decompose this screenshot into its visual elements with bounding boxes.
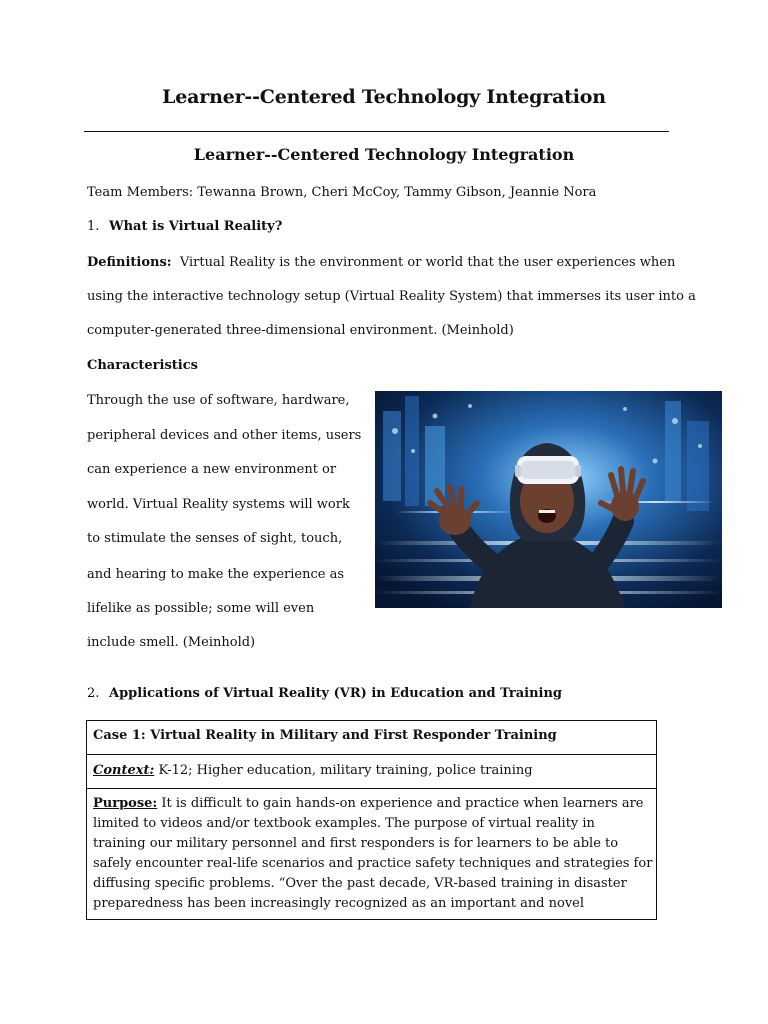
section2-heading bbox=[87, 685, 562, 702]
purpose-line: training our military personnel and first responders is for learners to be able to bbox=[93, 836, 619, 851]
purpose-line: preparedness has been increasingly recognized as an important and novel bbox=[93, 896, 585, 911]
section1-heading-text: What is Virtual Reality? bbox=[109, 219, 283, 234]
section2-heading-text: Applications of Virtual Reality (VR) in Education and Training bbox=[109, 686, 563, 701]
definitions-line-2: using the interactive technology setup (Virtual Reality System) that immerses its user into a bbox=[87, 289, 696, 304]
case-title: Case 1: Virtual Reality in Military and First Responder Training bbox=[93, 728, 557, 743]
characteristics-line: can experience a new environment or bbox=[87, 462, 337, 477]
case-title-row bbox=[87, 721, 656, 755]
purpose-line: limited to videos and/or textbook examples. The purpose of virtual reality in bbox=[93, 816, 595, 831]
document-title: Learner--Centered Technology Integration bbox=[162, 86, 606, 108]
characteristics-line: to stimulate the senses of sight, touch, bbox=[87, 531, 343, 546]
definitions-label: Definitions: bbox=[87, 255, 172, 270]
characteristics-line: world. Virtual Reality systems will work bbox=[87, 497, 350, 512]
characteristics-line: lifelike as possible; some will even bbox=[87, 601, 315, 616]
document-subtitle: Learner--Centered Technology Integration bbox=[193, 145, 575, 164]
title-divider bbox=[84, 131, 669, 132]
purpose-line: diffusing specific problems. “Over the past decade, VR-based training in disaster bbox=[93, 876, 627, 891]
characteristics-line: peripheral devices and other items, users bbox=[87, 428, 362, 443]
context-row bbox=[87, 755, 656, 789]
section1-number: 1. bbox=[87, 219, 100, 234]
characteristics-line: and hearing to make the experience as bbox=[87, 567, 344, 582]
vr-headset-photo bbox=[375, 391, 722, 608]
case-table bbox=[86, 720, 657, 920]
definitions-line-3: computer-generated three-dimensional environment. (Meinhold) bbox=[87, 323, 514, 338]
context-label: Context: bbox=[93, 763, 155, 778]
purpose-line-1: Purpose: It is difficult to gain hands-on experience and practice when learners are bbox=[93, 796, 644, 811]
purpose-line: safely encounter real-life scenarios and practice safety techniques and strategies for bbox=[93, 856, 653, 871]
purpose-label: Purpose: bbox=[93, 796, 158, 811]
context-text: K-12; Higher education, military training, police training bbox=[158, 763, 533, 778]
characteristics-heading: Characteristics bbox=[87, 358, 198, 373]
section2-number: 2. bbox=[87, 686, 100, 701]
section1-heading bbox=[87, 218, 282, 235]
context-cell bbox=[93, 761, 533, 781]
team-members: Team Members: Tewanna Brown, Cheri McCoy, Tammy Gibson, Jeannie Nora bbox=[87, 185, 597, 200]
characteristics-line: Through the use of software, hardware, bbox=[87, 393, 350, 408]
definitions-line-1: Definitions: Virtual Reality is the environment or world that the user experiences when bbox=[87, 255, 676, 270]
characteristics-line: include smell. (Meinhold) bbox=[87, 635, 256, 650]
